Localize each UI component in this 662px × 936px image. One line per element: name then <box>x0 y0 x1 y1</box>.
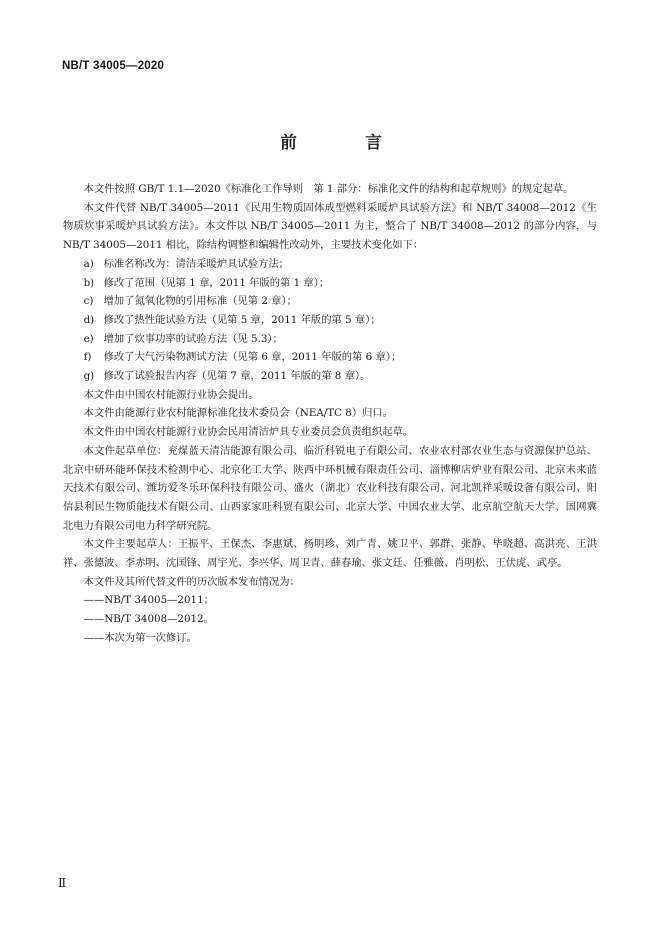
list-marker: g) <box>83 370 95 383</box>
list-marker: f) <box>83 351 92 364</box>
list-marker: d) <box>83 313 95 326</box>
list-item <box>63 311 597 330</box>
responsible-committee-statement: 本文件由能源行业农村能源标准化技术委员会（NEA/TC 8）归口。 <box>83 407 394 420</box>
history-item: ——NB/T 34008—2012。 <box>83 613 214 626</box>
list-item-text: 修改了热性能试验方法（见第 5 章，2011 年版的第 5 章）； <box>103 313 381 326</box>
list-item <box>63 367 597 386</box>
list-item <box>63 274 597 293</box>
drafters: 本文件主要起草人：王振平、王保杰、李惠斌、杨明珍、刘广青、姚卫平、郭群、张静、毕晓超、高洪亮、王洪祥、张德波、李赤明、沈国锋、周宇光、李兴华、周卫青、薛春瑜、张文廷、任雅薇、肖明松、王伏虎、武亭。 <box>63 538 597 570</box>
drafting-units: 本文件起草单位：兖煤蓝天清洁能源有限公司、临沂科锐电子有限公司、农业农村部农业生态与资源保护总站、北京中研环能环保技术检测中心、北京化工大学、陕西中环机械有限责任公司、淄博柳店炉业有限公司、北京未来蓝天技术有限公司、潍坊爱冬乐环保科技有限公司、盛火（湖北）农业科技有限公司、河北凯祥采暖设备有限公司、阳信县利民生物质能技术有限公司、山西家家旺科贸有限公司、北京大学、中国农业大学、北京航空航天大学、国网冀北电力有限公司电力科学研究院。 <box>63 444 597 532</box>
list-marker: b) <box>83 276 95 289</box>
page-number: Ⅱ <box>58 876 67 890</box>
history-item: ——本次为第一次修订。 <box>83 631 197 644</box>
list-item-text: 标准名称改为：清洁采暖炉具试验方法； <box>103 257 289 270</box>
proposer-statement: 本文件由中国农村能源行业协会提出。 <box>83 388 259 401</box>
list-item <box>63 292 597 311</box>
organizer-statement: 本文件由中国农村能源行业协会民用清洁炉具专业委员会负责组织起草。 <box>83 426 414 439</box>
history-intro: 本文件及其所代替文件的历次版本发布情况为： <box>83 575 300 588</box>
list-item <box>63 255 597 274</box>
page-title: 前 言 <box>280 133 408 152</box>
standard-code: NB/T 34005—2020 <box>62 60 165 72</box>
history-item: ——NB/T 34005—2011； <box>83 594 214 607</box>
list-item-text: 修改了试验报告内容（见第 7 章，2011 年版的第 8 章）。 <box>103 370 371 383</box>
list-marker: e) <box>83 332 94 345</box>
list-item-text: 修改了大气污染物测试方法（见第 6 章，2011 年版的第 6 章）； <box>103 351 402 364</box>
list-item <box>63 348 597 367</box>
paragraph: 本文件按照 GB/T 1.1—2020《标准化工作导则 第 1 部分：标准化文件的结构和起草规则》的规定起草。 <box>83 183 574 195</box>
list-marker: c) <box>83 295 94 308</box>
list-item-text: 修改了范围（见第 1 章，2011 年版的第 1 章）； <box>103 276 330 289</box>
list-item-text: 增加了炊事功率的试验方法（见 5.3）； <box>103 332 283 345</box>
list-item <box>63 330 597 349</box>
foreword-body <box>63 180 597 648</box>
list-marker: a) <box>83 257 94 270</box>
paragraph: 本文件代替 NB/T 34005—2011《民用生物质固体成型燃料采暖炉具试验方法》和 NB/T 34008—2012《生物质炊事采暖炉具试验方法》。本文件以 NB/T 34005—2011 为主，整合了 NB/T 34008—2012 的部分内容，与 NB/T 34005—2011 相比，除结构调整和编辑性改动外，主要技术变化如下： <box>63 201 597 252</box>
list-item-text: 增加了氮氧化物的引用标准（见第 2 章）； <box>103 295 297 308</box>
